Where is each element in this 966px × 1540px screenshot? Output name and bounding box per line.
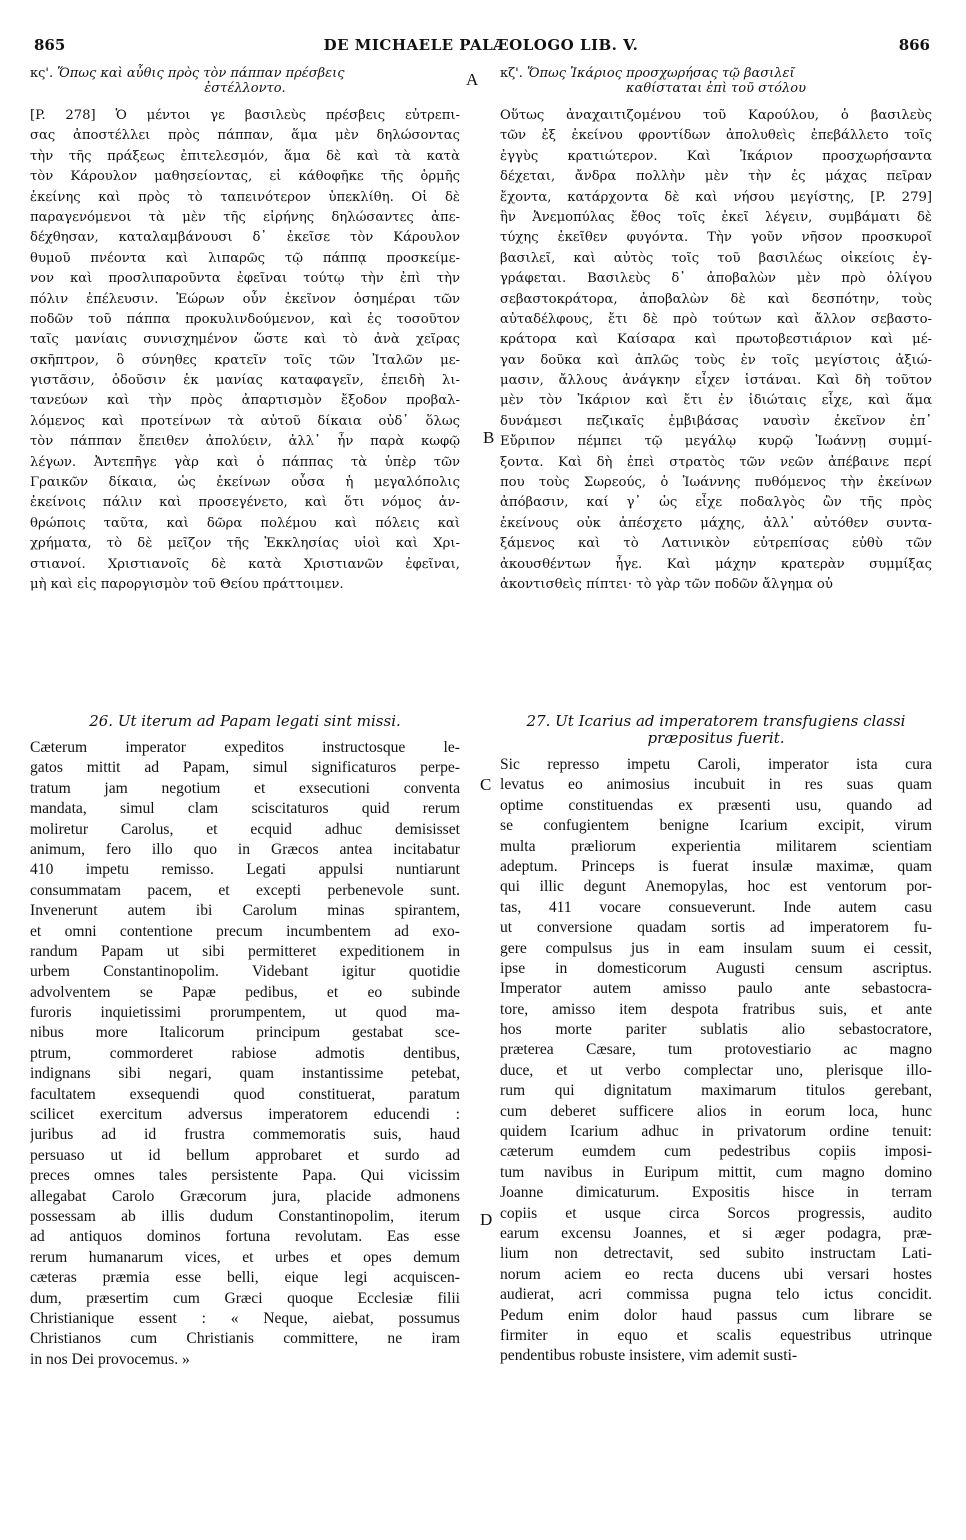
text-line: Christianique essent : « Neque, aiebat, possumus	[30, 1309, 460, 1327]
text-line: et omni contentione precum incumbentem ad exo-	[30, 922, 460, 940]
latin-column-right	[500, 713, 932, 1367]
text-line: γαν δοῦκα καὶ ἁπλῶς τοὺς ἐν τοῖς μεγίστοις ἀξιώ-	[500, 352, 932, 368]
text-line: Joanne dimicaturum. Expositis hisce in terram	[500, 1184, 932, 1202]
text-line: Sic represso impetu Caroli, imperator ista cura	[500, 756, 932, 773]
text-line: adeptum. Princeps is fuerat insulæ maximæ, quam	[500, 857, 932, 875]
text-line: persuaso ut id bellum approbaret et surdo ad	[30, 1146, 460, 1164]
text-line: lium non detrectavit, sed subito instructam Lati-	[500, 1245, 932, 1263]
text-line: [P. 278] Ὁ μέντοι γε βασιλεὺς πρέσβεις εὐτρεπι-	[30, 108, 460, 123]
text-line: που τοὺς Σωρεούς, ὁ Ἰωάννης πυθόμενος τὴν ἐκείνων	[500, 475, 932, 491]
text-line: earum excensu Joannes, et si æger podagra, præ-	[500, 1224, 932, 1242]
text-line: gere compulsus jus in eam insulam suum ei cessit,	[500, 939, 932, 957]
text-line: advolventem se Papæ pedibus, et eo subinde	[30, 983, 460, 1001]
text-line: dum, præsertim cum Græci quoque Ecclesiæ filii	[30, 1289, 460, 1307]
text-line: γιστᾶσιν, ὀδοῦσιν ἐκ μανίας καταφαγεῖν, ἐπειδὴ λι-	[30, 373, 460, 389]
text-line: κράτορα καὶ Καίσαρα καὶ πρωτοβεστιάριον καὶ μέ-	[500, 332, 932, 348]
greek-column-right	[500, 66, 932, 595]
text-line: in nos Dei provocemus. »	[30, 1350, 190, 1368]
text-line: παραγενόμενοι τὰ μὲν τῆς εἰρήνης δηλώσαντες ἀπε-	[30, 209, 460, 225]
text-line: hos morte pariter sublatis alio sebastocratore,	[500, 1021, 932, 1039]
text-line: νον καὶ προσλιπαροῦντα ἐφεῖναι τούτῳ τὴν ἐπὶ τὴν	[30, 271, 460, 287]
text-line: juribus ad id frustra commemoratis suis, haud	[30, 1126, 460, 1144]
text-line: Imperator autem amisso paulo ante sebastocra-	[500, 980, 932, 998]
chapter-title-continuation: ἐστέλλοντο.	[204, 81, 286, 96]
text-line: αὐταδέλφους, ἔτι δὲ πρὸ τούτων καὶ ἄλλον σεβαστο-	[500, 311, 932, 327]
text-line: gatos mittit ad Papam, simul significaturos perpe-	[30, 759, 460, 777]
text-line: Γραικῶν δίκαια, ὡς ἐκείνων οὖσα ἡ μεγαλόπολις	[30, 475, 460, 491]
chapter-number: κζ'.	[500, 66, 523, 81]
right-page-number: 866	[898, 36, 930, 54]
text-line: tratum jam negotium et exsecutioni conventa	[30, 779, 460, 797]
text-line: præterea Cæsare, tum protovestiario ac magno	[500, 1041, 932, 1059]
text-line: pendentibus robuste insistere, vim ademit susti-	[500, 1347, 798, 1365]
text-line: σας ἀποστέλλει πρὸς πάππαν, ἅμα μὲν δηλώσοντας	[30, 128, 460, 144]
text-line: tas, 411 vocare consueverunt. Inde autem casu	[500, 898, 932, 916]
text-line: ἐγγὺς κρατιώτερον. Καὶ Ἰκάριον προσχωρήσαντα	[500, 148, 932, 164]
text-line: animum, fero illo quo in Græcos antea incitabatur	[30, 840, 460, 858]
text-line: δέχθησαν, καταλαμβάνουσι δ᾽ ἐκεῖσε τὸν Κάρουλον	[30, 230, 460, 246]
text-line: τανεύων καὶ τὴν πρὸς ἀπαρτισμὸν ἔξοδον προβαλ-	[30, 393, 460, 409]
text-line: Pedum enim dolor haud passus cum librare se	[500, 1306, 932, 1324]
text-line: preces omnes tales persistente Papa. Qui vicissim	[30, 1167, 460, 1185]
text-line: τὸν πάππαν ἔπειθεν ἀπολύειν, ἀλλ᾽ ἦν παρὰ κωφῷ	[30, 434, 460, 450]
text-line: τῶν ἐξ ἐκείνου φροντίδων ἀπολυθεὶς ἐπεβάλλετο τοῖς	[500, 128, 932, 144]
text-line: firmiter in equo et scalis equestribus utrinque	[500, 1326, 932, 1344]
text-line: ἀκοντισθεὶς πίπτει· τὸ γὰρ τῶν ποδῶν ἄλγημα οὐ	[500, 576, 833, 592]
text-line: allegabat Carolo Græcorum jura, placide admonens	[30, 1187, 460, 1205]
text-line: στιανοί. Χριστιανοῖς δὲ κατὰ Χριστιανῶν ἐφεῖναι,	[30, 556, 460, 572]
text-line: ad antiquos dominos fortuna revolutam. Eas esse	[30, 1228, 460, 1246]
chapter-title: Ὅπως Ἰκάριος προσχωρήσας τῷ βασιλεῖ	[527, 66, 795, 81]
text-line: ἣν Ἀνεμοπύλας ἔθος τοῖς ἐκεῖ λέγειν, συμβάματι δὲ	[500, 209, 932, 225]
text-line: τὸν Κάρουλον μαθησείοντας, εἰ κάθοφῆκε τῆς ὁρμῆς	[30, 169, 460, 185]
text-line: ptrum, commorderet rabiose admotis dentibus,	[30, 1044, 460, 1062]
text-line: multa præliorum experientia militarem scientiam	[500, 837, 932, 855]
chapter-number: κς'.	[30, 66, 54, 81]
text-line: ut conversione quadam sortis ad imperatorem fu-	[500, 919, 932, 937]
margin-marker-b: B	[483, 428, 495, 447]
text-line: se confugientem benigne Icarium excipit, virum	[500, 817, 932, 835]
text-line: πόλιν ἐπέλευσιν. Ἑώρων οὖν ἐκεῖνον ὁσημέραι τῶν	[30, 291, 460, 307]
chapter-title-continuation: καθίσταται ἐπὶ τοῦ στόλου	[626, 81, 806, 96]
text-line: ἐκείνους οὐκ ἀπέσχετο μάχης, ἀλλ᾽ αὐτόθεν συντα-	[500, 515, 932, 531]
text-line: Invenerunt autem ibi Carolum minas spirantem,	[30, 902, 460, 920]
text-line: λέγων. Ἀντεπῆγε γὰρ καὶ ὁ πάππας τὰ ὑπὲρ τῶν	[30, 454, 460, 470]
text-line: rum qui dignitatum maximarum titulos gerebant,	[500, 1082, 932, 1100]
text-line: consummatam pacem, et excepti perbenevole sunt.	[30, 881, 460, 899]
text-line: ἔχοντα, κατάρχοντα δὲ καὶ νήσου μεγίστης, [P. 279]	[500, 189, 932, 205]
text-line: λόμενος καὶ προτείνων τὰ αὐτοῦ δίκαια οὐδ᾽ ὅλως	[30, 413, 460, 429]
text-line: τὴν τῆς πράξεως ἐπιτελεσμόν, ἅμα δὲ καὶ τὰ κατὰ	[30, 148, 460, 164]
text-line: levatus eo animosius incubuit in res suas quam	[500, 776, 932, 794]
latin-left-text	[30, 738, 460, 1370]
text-line: nibus more Italicorum principum gestabat sce-	[30, 1024, 460, 1042]
text-line: ἀκουσθέντων ἦγε. Καὶ μάχην κρατερὰν συμμίξας	[500, 556, 932, 572]
greek-column-left	[30, 66, 460, 595]
text-line: βασιλεῖ, καὶ αὐτὸς τοῖς τοῦ βασιλέως οἰκείοις ἐγ-	[500, 250, 932, 266]
text-line: μασιν, ἄλλους ἀνάγκην εἶχεν ἱστάναι. Καὶ δὴ τοῦτον	[500, 373, 932, 389]
latin-chapter-heading-26: 26. Ut iterum ad Papam legati sint missi.	[89, 712, 401, 730]
latin-right-text	[500, 755, 932, 1367]
text-line: ξάμενος καὶ τὸ Λατινικὸν εὐτρεπίσας εὐθὺ τῶν	[500, 536, 932, 552]
text-line: tum navibus in Euripum mittit, cum magno domino	[500, 1163, 932, 1181]
text-line: possessam ab illis dudum Constantinopolim, iterum	[30, 1207, 460, 1225]
text-line: 410 impetu remisso. Legati appulsi nuntiarunt	[30, 861, 460, 879]
text-line: δέχεται, ἄνδρα πολλὴν μὲν τὴν ἐς μάχας πεῖραν	[500, 169, 932, 185]
heading-line-2: præpositus fuerit.	[647, 729, 785, 747]
text-line: cæterum eumdem cum pedestribus copiis imposi-	[500, 1143, 932, 1161]
text-line: γράφεται. Βασιλεὺς δ᾽ ἀποβαλὼν μὲν πρὸ ὀλίγου	[500, 271, 932, 287]
text-line: randum Papam ut sibi permitteret expeditionem in	[30, 942, 460, 960]
text-line: rerum humanarum vices, et urbes et opes demum	[30, 1248, 460, 1266]
text-line: facultatem exsequendi quod constituerat, paratum	[30, 1085, 460, 1103]
text-line: qui illic degunt Anemopylas, hoc est ventorum por-	[500, 878, 932, 896]
text-line: ταῖς μανίαις συνισχημένον ὥστε καὶ τὸ ἀνὰ χεῖρας	[30, 332, 460, 348]
running-title: DE MICHAELE PALÆOLOGO LIB. V.	[323, 36, 639, 54]
text-line: ποδῶν τοῦ πάππα προκυλινδούμενον, καὶ ἐς τοσοῦτον	[30, 311, 460, 327]
text-line: duce, et ut verbo complectar uno, plerisque illo-	[500, 1061, 932, 1079]
text-line: audierat, acri commissa pugna telo ictus concidit.	[500, 1286, 932, 1304]
text-line: ἀπόβασιν, καί γ᾽ ὡς εἶχε ποδαλγὸς ὢν τῆς πρὸς	[500, 495, 932, 511]
text-line: urbem Constantinopolim. Videbant igitur quotidie	[30, 963, 460, 981]
text-line: χρήματα, τὸ δὲ μεῖζον τῆς Ἐκκλησίας υἱοὶ καὶ Χρι-	[30, 536, 460, 552]
greek-right-text	[500, 106, 932, 595]
text-line: Cæterum imperator expeditos instructosque le-	[30, 739, 460, 756]
text-line: ἐκείνοις πάλιν καὶ προσεγένετο, καὶ ὅτι νόμος ἀν-	[30, 495, 460, 511]
greek-chapter-heading-26	[30, 66, 460, 96]
text-line: indignans sibi negari, quam instantissime petebat,	[30, 1065, 460, 1083]
text-line: τύχης ἐκεῖθεν φυγόντα. Τὴν γοῦν νῆσον προσκυροῖ	[500, 230, 932, 246]
text-line: norum aciem eo recta ducens ubi versari hostes	[500, 1265, 932, 1283]
text-line: quidem Icarium adhuc in privatorum ordine tenuit:	[500, 1123, 932, 1141]
margin-marker-d: D	[480, 1210, 493, 1229]
greek-chapter-heading-27	[500, 66, 932, 96]
margin-marker-a: A	[466, 70, 479, 89]
left-page-number: 865	[34, 36, 66, 54]
chapter-title: Ὅπως καὶ αὖθις πρὸς τὸν πάππαν πρέσβεις	[57, 66, 345, 81]
latin-column-left	[30, 713, 460, 1370]
text-line: cum deberet sufficere alios in eorum loca, hunc	[500, 1102, 932, 1120]
text-line: tore, amisso item despota fratribus suis, et ante	[500, 1000, 932, 1018]
text-line: δυνάμεσι πεζικαῖς ἐμβιβάσας ναυσὶν ἐκεῖνον ἐπ᾽	[500, 413, 932, 429]
text-line: ξοντα. Καὶ δὴ ἐπεὶ στρατὸς τῶν νεῶν ἀπέβαινε περί	[500, 454, 932, 470]
text-line: μὴ καὶ εἰς παροργισμὸν τοῦ Θείου πράττοιμεν.	[30, 576, 344, 592]
text-line: cæteras præmia esse belli, eique legi acquiscen-	[30, 1269, 460, 1287]
text-line: Οὕτως ἀναχαιτιζομένου τοῦ Καρούλου, ὁ βασιλεὺς	[500, 108, 932, 123]
text-line: optime constituendas ex præsenti usu, quando ad	[500, 796, 932, 814]
text-line: θρώποις ταῦτα, καὶ δῶρα πολέμου καὶ πόλεις καὶ	[30, 515, 460, 531]
greek-left-text	[30, 106, 460, 595]
text-line: copiis et usque circa Sorcos progressis, audito	[500, 1204, 932, 1222]
text-line: θυμοῦ πνέοντα καὶ λιπαρῶς τῷ πάππᾳ προσκείμε-	[30, 250, 460, 266]
text-line: ἐκείνης καὶ πρὸς τὸ ταπεινότερον ὑπεκλίθη. Οἱ δὲ	[30, 189, 460, 205]
latin-chapter-heading-27	[500, 713, 932, 747]
text-line: moliretur Carolus, et ecquid adhuc demisisset	[30, 820, 460, 838]
text-line: furoris inquietissimi prorumpentem, ut quod ma-	[30, 1004, 460, 1022]
text-line: Christianos cum Christianis committere, ne iram	[30, 1330, 460, 1348]
text-line: ipse in domesticorum Augusti censum ascriptus.	[500, 959, 932, 977]
page-header	[30, 36, 932, 62]
margin-marker-c: C	[480, 775, 492, 794]
heading-line-1: 27. Ut Icarius ad imperatorem transfugiens classi	[526, 712, 906, 730]
text-line: μὲν τὸν Ἰκάριον καὶ ἔτι ἐν ἰδιώταις εἶχε, καὶ ἅμα	[500, 393, 932, 409]
text-line: mandata, simul clam sciscitaturos quid rerum	[30, 800, 460, 818]
text-line: Εὔριπον πέμπει τῷ μεγάλῳ κυρῷ Ἰωάννῃ συμμί-	[500, 434, 932, 450]
text-line: σεβαστοκράτορα, ἀποβαλὼν δὲ καὶ δεσπότην, τοὺς	[500, 291, 932, 307]
text-line: σκῆπτρον, ὃ σύνηθες κρατεῖν τοῖς τῶν Ἰταλῶν με-	[30, 352, 460, 368]
text-line: scilicet exercitum adversus imperatorem educendi :	[30, 1106, 460, 1124]
